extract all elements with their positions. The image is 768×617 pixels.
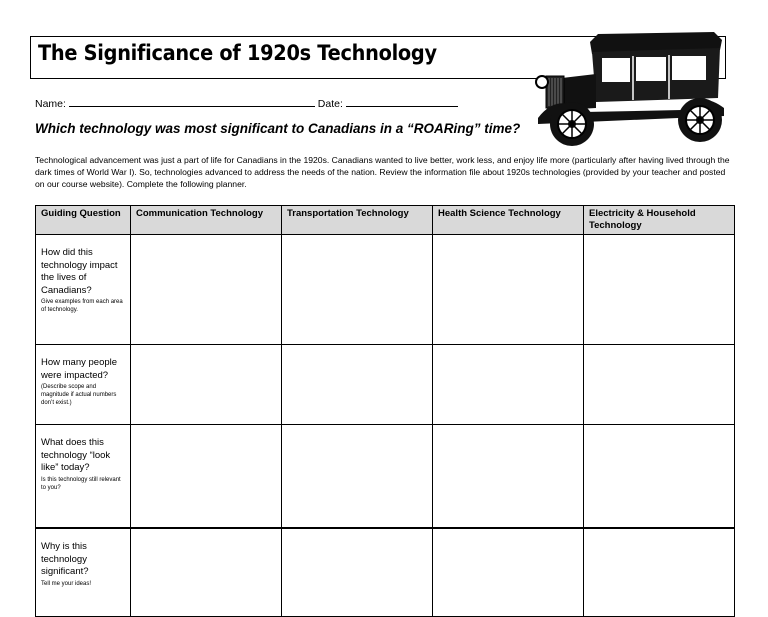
guiding-question-note: Give examples from each area of technology. <box>41 299 123 313</box>
date-label: Date: <box>317 98 343 110</box>
answer-cell[interactable] <box>131 425 282 529</box>
answer-cell[interactable] <box>131 235 282 345</box>
name-field[interactable] <box>69 96 315 107</box>
table-row <box>36 345 735 425</box>
answer-cell[interactable] <box>282 345 433 425</box>
guiding-question-note: Tell me your ideas! <box>41 580 92 587</box>
guiding-question-cell <box>36 235 131 345</box>
guiding-question-text: How many people were impacted? <box>41 357 118 381</box>
header-transportation: Transportation Technology <box>282 206 433 235</box>
intro-text: Technological advancement was just a part of life for Canadians in the 1920s. Canadians wanted to live better, work less, and enjoy life more (particularly after having lived through the dark times of World War I). So, technologies advanced to address the needs of the nation. Review the information file about 1920s technologies (provided by your teacher and posted on our course website). Complete the following planner. <box>35 155 730 189</box>
guiding-question-cell <box>36 345 131 425</box>
guiding-question-cell <box>36 425 131 529</box>
guiding-question-note: (Describe scope and magnitude if actual numbers don’t exist.) <box>41 384 117 406</box>
planner-table <box>35 205 735 617</box>
header-communication: Communication Technology <box>131 206 282 235</box>
answer-cell[interactable] <box>282 528 433 617</box>
answer-cell[interactable] <box>433 425 584 529</box>
answer-cell[interactable] <box>282 235 433 345</box>
guiding-question-note: Is this technology still relevant to you? <box>41 476 121 491</box>
table-header-row <box>36 206 735 235</box>
answer-cell[interactable] <box>433 235 584 345</box>
guiding-question-text: Why is this technology significant? <box>41 541 89 577</box>
answer-cell[interactable] <box>584 528 735 617</box>
header-health-science: Health Science Technology <box>433 206 584 235</box>
header-electricity-household: Electricity & Household Technology <box>584 206 735 235</box>
answer-cell[interactable] <box>584 235 735 345</box>
vintage-car-icon <box>532 20 732 152</box>
name-label: Name: <box>35 98 66 110</box>
answer-cell[interactable] <box>131 345 282 425</box>
name-date-line <box>35 96 458 110</box>
table-row <box>36 528 735 617</box>
guiding-question-text: How did this technology impact the lives of Canadians? <box>41 247 118 296</box>
answer-cell[interactable] <box>584 425 735 529</box>
header-guiding-question: Guiding Question <box>36 206 131 235</box>
main-question: Which technology was most significant to Canadians in a “ROARing” time? <box>35 121 521 136</box>
guiding-question-text: What does this technology “look like” today? <box>41 437 111 473</box>
page-title: The Significance of 1920s Technology <box>38 41 437 65</box>
answer-cell[interactable] <box>433 345 584 425</box>
table-row <box>36 425 735 529</box>
date-field[interactable] <box>346 96 458 107</box>
intro-paragraph <box>35 154 735 190</box>
answer-cell[interactable] <box>433 528 584 617</box>
table-row <box>36 235 735 345</box>
guiding-question-cell <box>36 528 131 617</box>
answer-cell[interactable] <box>282 425 433 529</box>
answer-cell[interactable] <box>131 528 282 617</box>
answer-cell[interactable] <box>584 345 735 425</box>
